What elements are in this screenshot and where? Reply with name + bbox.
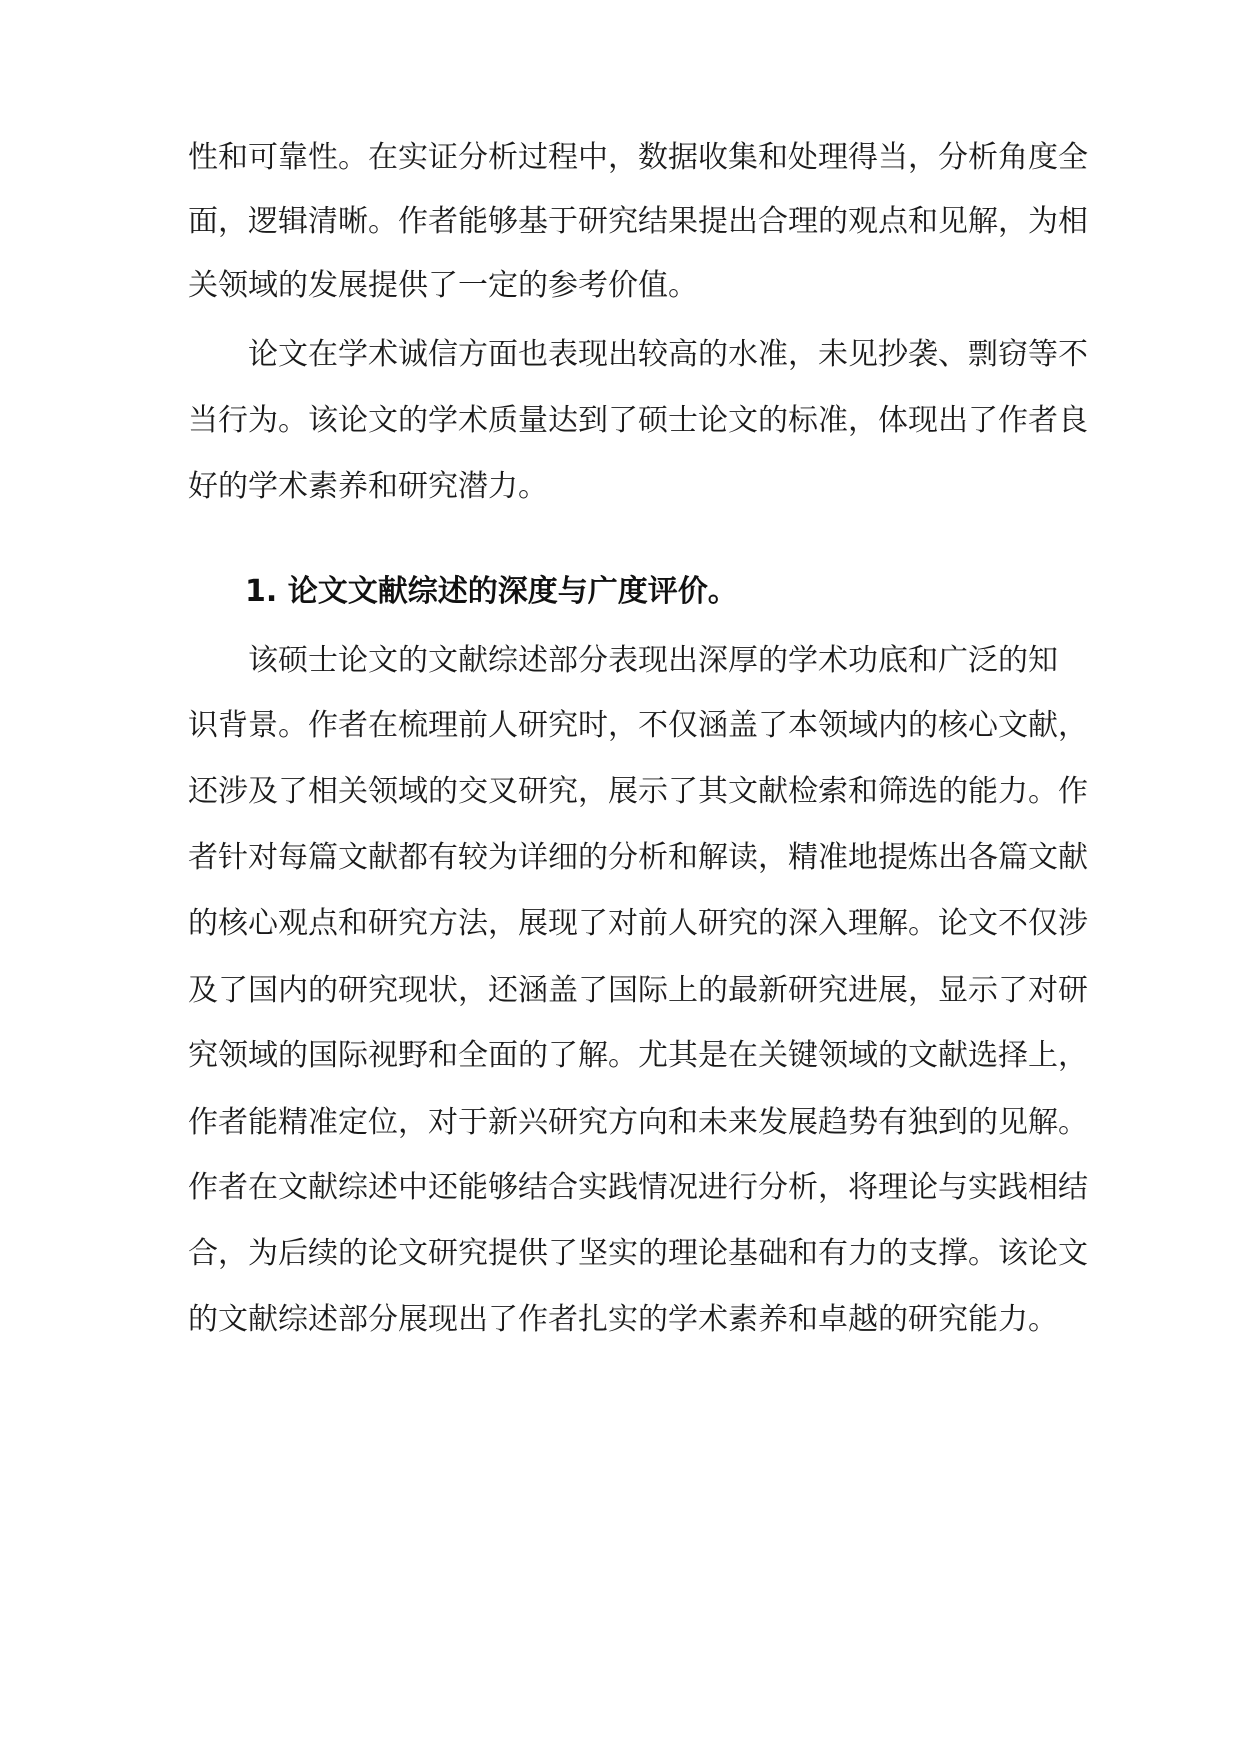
paragraph-line: 识背景。作者在梳理前人研究时，不仅涵盖了本领域内的核心文献， [188,708,1088,743]
paragraph-line: 合，为后续的论文研究提供了坚实的理论基础和有力的支撑。该论文 [188,1236,1088,1271]
paragraph-line: 当行为。该论文的学术质量达到了硕士论文的标准，体现出了作者良 [188,403,1088,438]
paragraph-line: 的核心观点和研究方法，展现了对前人研究的深入理解。论文不仅涉 [188,906,1088,941]
paragraph-line: 该硕士论文的文献综述部分表现出深厚的学术功底和广泛的知 [248,643,1058,678]
paragraph-line: 者针对每篇文献都有较为详细的分析和解读，精准地提炼出各篇文献 [188,840,1088,875]
paragraph-line: 性和可靠性。在实证分析过程中，数据收集和处理得当，分析角度全 [188,140,1088,175]
paragraph-line: 作者能精准定位，对于新兴研究方向和未来发展趋势有独到的见解。 [188,1105,1088,1140]
paragraph-line: 的文献综述部分展现出了作者扎实的学术素养和卓越的研究能力。 [188,1302,1058,1337]
section-heading: 1. 论文文献综述的深度与广度评价。 [245,574,738,609]
paragraph-line: 究领域的国际视野和全面的了解。尤其是在关键领域的文献选择上， [188,1038,1088,1073]
paragraph-line: 作者在文献综述中还能够结合实践情况进行分析，将理论与实践相结 [188,1170,1088,1205]
paragraph-line: 论文在学术诚信方面也表现出较高的水准，未见抄袭、剽窃等不 [248,337,1088,372]
paragraph-line: 及了国内的研究现状，还涵盖了国际上的最新研究进展，显示了对研 [188,973,1088,1008]
paragraph-line: 面，逻辑清晰。作者能够基于研究结果提出合理的观点和见解，为相 [188,204,1088,239]
paragraph-line: 好的学术素养和研究潜力。 [188,469,548,504]
paragraph-line: 关领域的发展提供了一定的参考价值。 [188,268,698,303]
paragraph-line: 还涉及了相关领域的交叉研究，展示了其文献检索和筛选的能力。作 [188,774,1088,809]
